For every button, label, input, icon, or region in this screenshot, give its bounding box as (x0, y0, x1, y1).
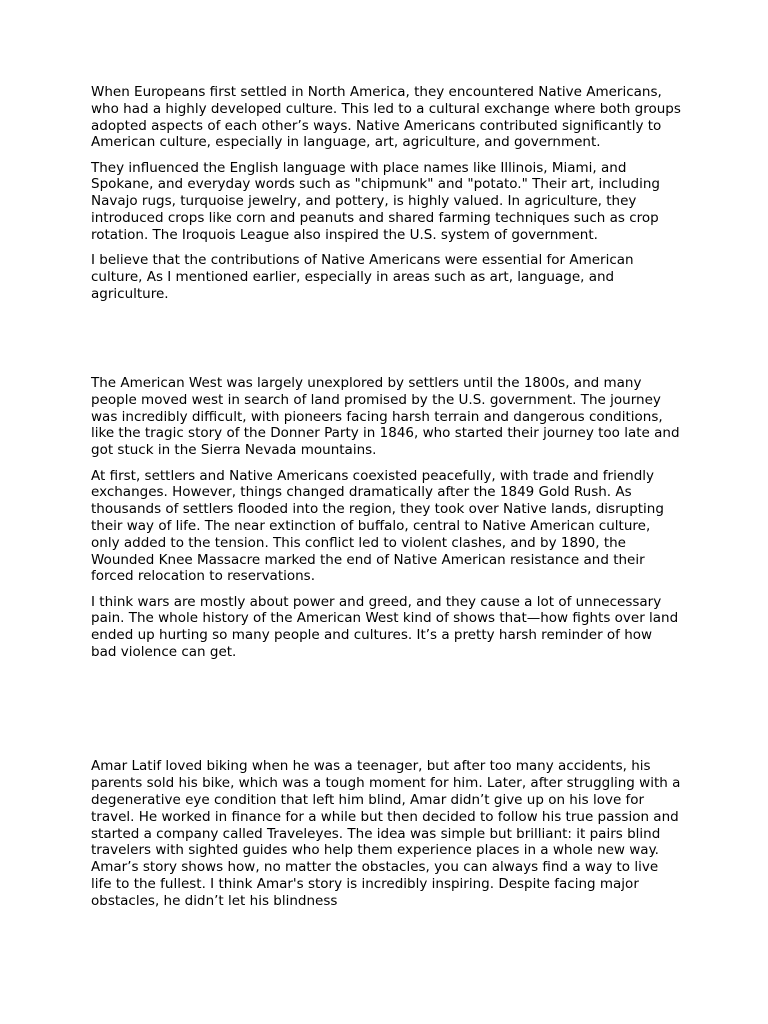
paragraph: The American West was largely unexplored by settlers until the 1800s, and many people moved west in search of land promised by the U.S. government. The journey was incredibly difficult, with pioneers facing harsh terrain and dangerous conditions, like the tragic story of the Donner Party in 1846, who started their journey too late and got stuck in the Sierra Nevada mountains. (91, 375, 680, 459)
paragraph: At first, settlers and Native Americans coexisted peacefully, with trade and friendly exchanges. However, things changed dramatically after the 1849 Gold Rush. As thousands of settlers flooded into the region, they took over Native lands, disrupting their way of life. The near extinction of buffalo, central to Native American culture, only added to the tension. This conflict led to violent clashes, and by 1890, the Wounded Knee Massacre marked the end of Native American resistance and their forced relocation to reservations. (91, 467, 664, 585)
section-native-american-contributions (91, 84, 681, 303)
paragraph: I believe that the contributions of Native Americans were essential for American culture, As I mentioned earlier, especially in areas such as art, language, and agriculture. (91, 252, 634, 302)
section-spacer (91, 311, 681, 375)
paragraph: I think wars are mostly about power and greed, and they cause a lot of unnecessary pain. The whole history of the American West kind of shows that—how fights over land ended up hurting so many people and cultures. It’s a pretty harsh reminder of how bad violence can get. (91, 593, 679, 661)
paragraph: When Europeans first settled in North America, they encountered Native Americans, who had a highly developed culture. This led to a cultural exchange where both groups adopted aspects of each other’s ways. Native Americans contributed significantly to American culture, especially in language, art, agriculture, and government. (91, 84, 681, 151)
paragraph: They influenced the English language with place names like Illinois, Miami, and Spokane, and everyday words such as "chipmunk" and "potato." Their art, including Navajo rugs, turquoise jewelry, and pottery, is highly valued. In agriculture, they introduced crops like corn and peanuts and shared farming techniques such as crop rotation. The Iroquois League also inspired the U.S. system of government. (91, 159, 660, 243)
document-body (91, 84, 681, 918)
section-spacer (91, 669, 681, 758)
section-american-west (91, 375, 681, 661)
paragraph: Amar Latif loved biking when he was a teenager, but after too many accidents, his parents sold his bike, which was a tough moment for him. Later, after struggling with a degenerative eye condition that left him blind, Amar didn’t give up on his love for travel. He worked in finance for a while but then decided to follow his true passion and started a company called Traveleyes. The idea was simple but brilliant: it pairs blind travelers with sighted guides who help them experience places in a whole new way. Amar’s story shows how, no matter the obstacles, you can always find a way to live life to the fullest. I think Amar's story is incredibly inspiring. Despite facing major obstacles, he didn’t let his blindness (91, 758, 681, 909)
section-amar-latif (91, 758, 681, 909)
